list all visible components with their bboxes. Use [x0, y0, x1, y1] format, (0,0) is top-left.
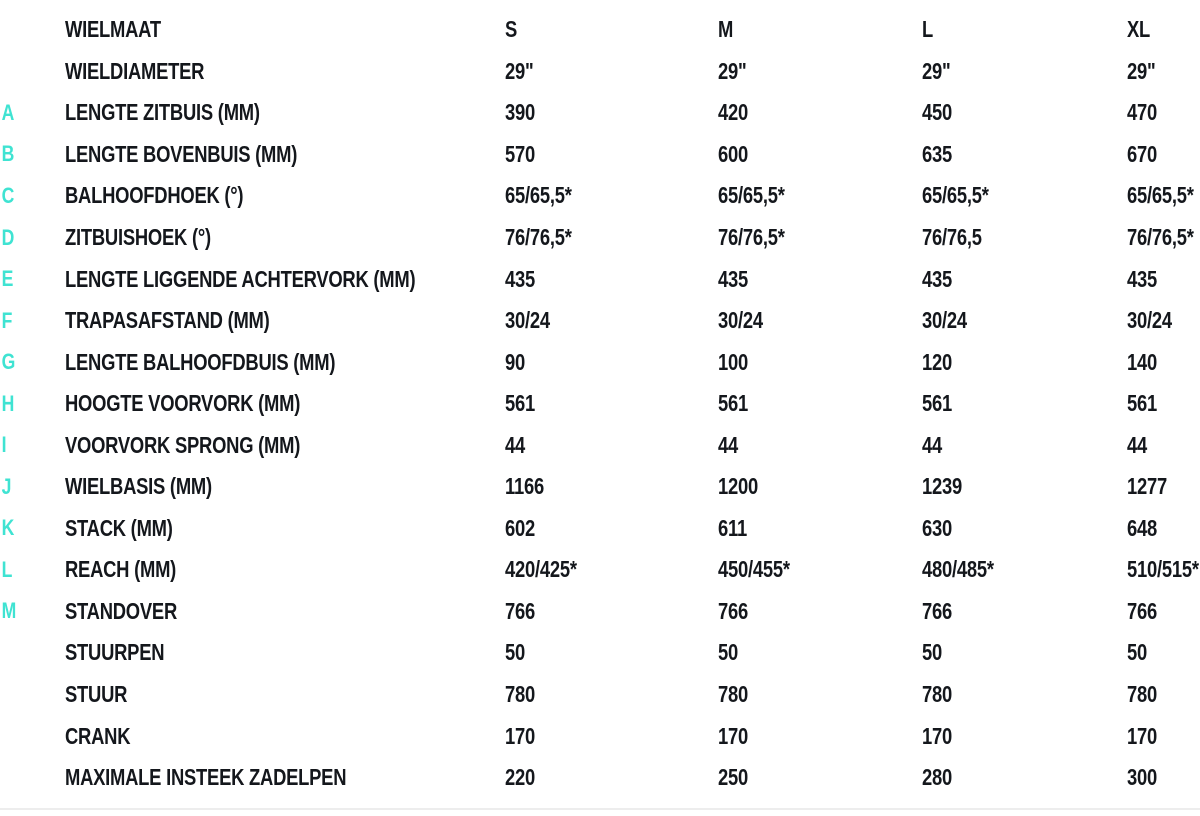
cell-value-M: 30/24	[718, 307, 763, 334]
row-letter-marker: D	[1, 224, 15, 250]
cell-value-L: 29"	[922, 57, 951, 84]
row-label: VOORVORK SPRONG (MM)	[65, 431, 301, 458]
header-label: WIELMAAT	[65, 16, 161, 43]
cell-value-S: 390	[505, 99, 535, 126]
table-row	[0, 300, 1200, 342]
row-label: MAXIMALE INSTEEK ZADELPEN	[65, 764, 347, 791]
cell-value-M: 65/65,5*	[718, 182, 785, 209]
row-letter-marker: A	[1, 99, 15, 125]
row-letter-marker: L	[1, 556, 13, 582]
table-row	[0, 549, 1200, 591]
table-row	[0, 217, 1200, 259]
cell-value-XL: 435	[1127, 265, 1157, 292]
row-label: LENGTE LIGGENDE ACHTERVORK (MM)	[65, 265, 416, 292]
cell-value-L: 630	[922, 514, 952, 541]
cell-value-XL: 780	[1127, 681, 1157, 708]
row-letter-marker: J	[1, 473, 12, 499]
cell-value-L: 450	[922, 99, 952, 126]
cell-value-S: 766	[505, 597, 535, 624]
cell-value-M: 170	[718, 722, 748, 749]
geometry-table-rows	[0, 9, 1200, 798]
table-row	[0, 51, 1200, 93]
cell-value-M: 100	[718, 348, 748, 375]
row-label: STUUR	[65, 681, 128, 708]
row-label: STANDOVER	[65, 597, 177, 624]
cell-value-M: 250	[718, 764, 748, 791]
row-label: LENGTE BALHOOFDBUIS (MM)	[65, 348, 336, 375]
cell-value-L: 30/24	[922, 307, 967, 334]
cell-value-S: 602	[505, 514, 535, 541]
cell-value-S: 435	[505, 265, 535, 292]
row-label: TRAPASAFSTAND (MM)	[65, 307, 270, 334]
cell-value-L: 435	[922, 265, 952, 292]
cell-value-S: 65/65,5*	[505, 182, 572, 209]
table-row	[0, 591, 1200, 633]
header-size-XL: XL	[1127, 16, 1151, 43]
cell-value-M: 611	[718, 514, 747, 541]
row-letter-marker: F	[1, 307, 13, 333]
table-row	[0, 258, 1200, 300]
cell-value-XL: 670	[1127, 140, 1157, 167]
cell-value-M: 50	[718, 639, 738, 666]
cell-value-M: 780	[718, 681, 748, 708]
cell-value-L: 170	[922, 722, 952, 749]
cell-value-S: 1166	[505, 473, 544, 500]
cell-value-XL: 470	[1127, 99, 1157, 126]
cell-value-M: 450/455*	[718, 556, 790, 583]
cell-value-XL: 561	[1127, 390, 1157, 417]
cell-value-XL: 140	[1127, 348, 1157, 375]
cell-value-S: 44	[505, 431, 525, 458]
row-label: STACK (MM)	[65, 514, 173, 541]
cell-value-XL: 766	[1127, 597, 1157, 624]
bottom-divider	[0, 808, 1200, 810]
table-row	[0, 341, 1200, 383]
cell-value-L: 1239	[922, 473, 962, 500]
cell-value-L: 780	[922, 681, 952, 708]
cell-value-L: 65/65,5*	[922, 182, 989, 209]
row-label: HOOGTE VOORVORK (MM)	[65, 390, 301, 417]
cell-value-S: 30/24	[505, 307, 550, 334]
cell-value-XL: 44	[1127, 431, 1147, 458]
row-label: BALHOOFDHOEK (°)	[65, 182, 244, 209]
cell-value-XL: 65/65,5*	[1127, 182, 1194, 209]
row-letter-marker: C	[1, 182, 15, 208]
row-letter-marker: E	[1, 266, 14, 292]
cell-value-L: 766	[922, 597, 952, 624]
cell-value-XL: 50	[1127, 639, 1147, 666]
cell-value-XL: 300	[1127, 764, 1157, 791]
cell-value-M: 76/76,5*	[718, 224, 785, 250]
cell-value-M: 44	[718, 431, 738, 458]
cell-value-XL: 170	[1127, 722, 1157, 749]
cell-value-L: 635	[922, 140, 952, 167]
cell-value-S: 29"	[505, 57, 534, 84]
cell-value-L: 76/76,5	[922, 224, 982, 250]
cell-value-S: 50	[505, 639, 525, 666]
row-letter-marker: M	[1, 598, 17, 624]
row-label: STUURPEN	[65, 639, 165, 666]
row-letter-marker: I	[1, 432, 7, 458]
cell-value-XL: 76/76,5*	[1127, 224, 1194, 250]
header-size-S: S	[505, 16, 518, 43]
cell-value-L: 50	[922, 639, 942, 666]
row-letter-marker: H	[1, 390, 15, 416]
table-row	[0, 175, 1200, 217]
row-label: CRANK	[65, 722, 131, 749]
cell-value-M: 600	[718, 140, 748, 167]
table-header-row	[0, 9, 1200, 51]
row-label: REACH (MM)	[65, 556, 177, 583]
cell-value-L: 120	[922, 348, 952, 375]
cell-value-M: 1200	[718, 473, 758, 500]
cell-value-L: 480/485*	[922, 556, 994, 583]
table-row	[0, 466, 1200, 508]
cell-value-S: 561	[505, 390, 535, 417]
table-row	[0, 715, 1200, 757]
cell-value-M: 420	[718, 99, 748, 126]
row-label: ZITBUISHOEK (°)	[65, 224, 211, 250]
cell-value-S: 90	[505, 348, 525, 375]
row-letter-marker: B	[1, 141, 15, 167]
table-row	[0, 757, 1200, 799]
table-row	[0, 632, 1200, 674]
cell-value-XL: 30/24	[1127, 307, 1172, 334]
cell-value-S: 76/76,5*	[505, 224, 572, 250]
cell-value-M: 766	[718, 597, 748, 624]
cell-value-XL: 1277	[1127, 473, 1167, 500]
table-row	[0, 383, 1200, 425]
cell-value-XL: 29"	[1127, 57, 1156, 84]
row-letter-marker: K	[1, 515, 15, 541]
cell-value-XL: 510/515*	[1127, 556, 1199, 583]
row-label: WIELBASIS (MM)	[65, 473, 212, 500]
table-row	[0, 424, 1200, 466]
cell-value-S: 420/425*	[505, 556, 577, 583]
header-size-L: L	[922, 16, 933, 43]
cell-value-S: 220	[505, 764, 535, 791]
cell-value-L: 44	[922, 431, 942, 458]
cell-value-M: 561	[718, 390, 748, 417]
table-row	[0, 508, 1200, 550]
header-size-M: M	[718, 16, 734, 43]
table-row	[0, 674, 1200, 716]
cell-value-S: 780	[505, 681, 535, 708]
cell-value-M: 29"	[718, 57, 747, 84]
cell-value-S: 170	[505, 722, 535, 749]
table-row	[0, 134, 1200, 176]
row-letter-marker: G	[1, 349, 16, 375]
cell-value-L: 561	[922, 390, 952, 417]
cell-value-M: 435	[718, 265, 748, 292]
table-row	[0, 92, 1200, 134]
row-label: WIELDIAMETER	[65, 57, 205, 84]
row-label: LENGTE ZITBUIS (MM)	[65, 99, 260, 126]
row-label: LENGTE BOVENBUIS (MM)	[65, 140, 298, 167]
cell-value-XL: 648	[1127, 514, 1157, 541]
cell-value-S: 570	[505, 140, 535, 167]
cell-value-L: 280	[922, 764, 952, 791]
